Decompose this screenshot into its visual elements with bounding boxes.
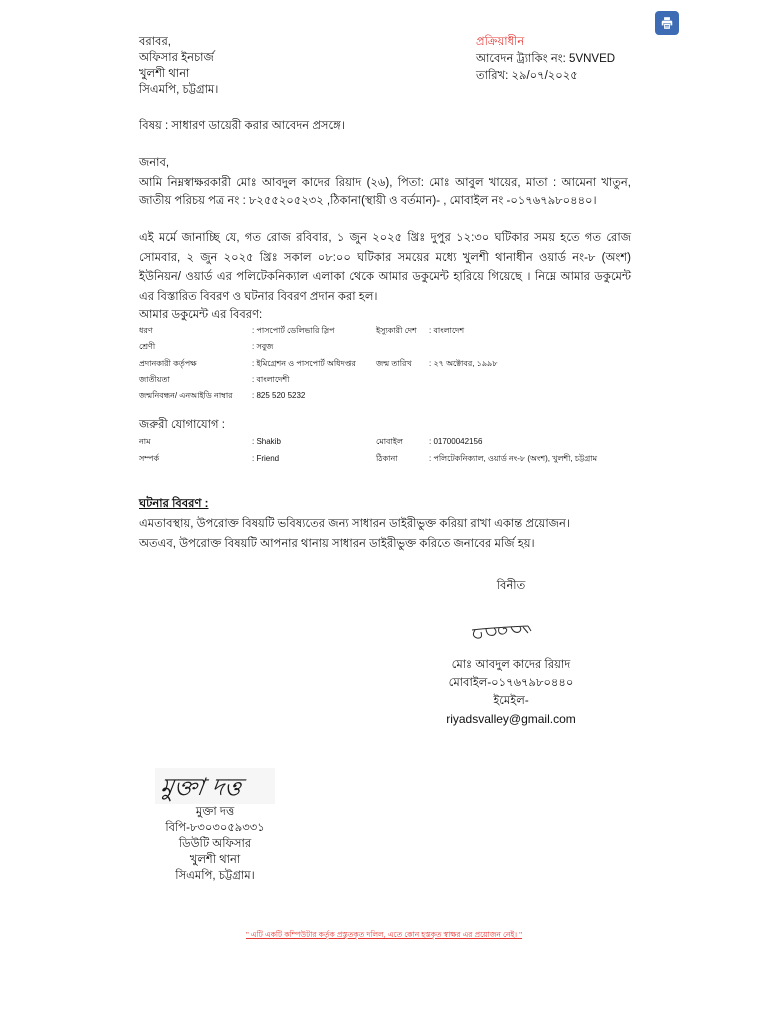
table-row <box>139 433 631 450</box>
field-value: : ইমিগ্রেশন ও পাসপোর্ট অধিদপ্তর <box>252 358 356 368</box>
applicant-email-label: ইমেইল- <box>493 695 529 708</box>
field-label: ঠিকানা <box>376 454 398 464</box>
table-row <box>139 323 631 339</box>
letter-header <box>139 34 631 98</box>
duty-officer-signature-text: মুক্তা দত্ত <box>158 773 244 802</box>
field-value: : বাংলাদেশী <box>252 374 290 384</box>
field-value: : পাসপোর্ট ডেলিভারি স্লিপ <box>252 326 335 335</box>
field-label: শ্রেণী <box>139 342 156 352</box>
letter-subject: বিষয় : সাধারণ ডায়েরী করার আবেদন প্রসঙ্গে। <box>139 120 345 132</box>
letter-salutation: জনাব, <box>139 157 170 169</box>
field-label: জাতীয়তা <box>139 374 170 384</box>
emergency-contact-table <box>139 433 631 467</box>
duty-officer-designation: ডিউটি অফিসার <box>178 838 252 851</box>
incident-details-line: অতএব, উপরোক্ত বিষয়টি আপনার থানায় সাধারন ডাইরীভুক্ত করিতে জনাবের মর্জি হয়। <box>139 538 535 551</box>
field-value: : সবুজ <box>252 342 274 352</box>
table-row <box>139 388 631 404</box>
field-label: ধরণ <box>139 326 153 335</box>
field-label: নাম <box>139 437 151 447</box>
duty-officer-unit: সিএমপি, চট্টগ্রাম। <box>175 870 255 883</box>
table-row <box>139 372 631 388</box>
print-button[interactable] <box>655 11 679 35</box>
applicant-email: riyadsvalley@gmail.com <box>446 712 576 727</box>
applicant-name: মোঃ আবদুল কাদের রিয়াদ <box>451 659 571 672</box>
emergency-contact-heading: জরুরী যোগাযোগ : <box>139 419 225 432</box>
field-label: ইস্যুকারী দেশ <box>376 326 417 335</box>
field-value: : ২৭ অক্টোবর, ১৯৯৮ <box>429 358 498 368</box>
recipient-line: সিএমপি, চট্টগ্রাম। <box>139 84 219 96</box>
field-value: : 01700042156 <box>429 437 483 447</box>
field-value: : বাংলাদেশ <box>429 326 465 335</box>
recipient-line: বরাবর, <box>139 36 171 48</box>
application-status-block <box>476 34 615 85</box>
applicant-signature-block <box>411 578 611 728</box>
incident-paragraph: এই মর্মে জানাচ্ছি যে, গত রোজ রবিবার, ১ জুন ২০২৫ খ্রিঃ দুপুর ১২:৩০ ঘটিকার সময় হতে গত রোজ সোমবার, ২ জুন ২০২৫ খ্রিঃ সকাল ০৮:০০ ঘটিকার সময়ের মধ্যে খুলশী থানাধীন ওয়ার্ড নং-৮ (অংশ) ইউনিয়ন/ ওয়ার্ড এর পলিটেকনিক্যাল এলাকা থেকে আমার ডকুমেন্ট হারিয়ে গিয়েছে । নিম্নে আমার ডকুমেন্ট এর বিস্তারিত বিবরণ ও ঘটনার বিবরণ প্রদান করা হল। <box>139 232 631 303</box>
field-label: জন্মনিবন্ধন/ এনআইডি নাম্বার <box>139 391 233 401</box>
document-details-table <box>139 323 631 404</box>
table-row <box>139 450 631 467</box>
application-date: তারিখ: ২৯/০৭/২০২৫ <box>476 70 578 82</box>
application-letter <box>139 34 631 940</box>
duty-officer-block <box>139 768 291 884</box>
field-value: : Shakib <box>252 437 281 447</box>
duty-officer-station: খুলশী থানা <box>189 854 241 867</box>
intro-paragraph: আমি নিম্নস্বাক্ষরকারী মোঃ আবদুল কাদের রিয়াদ (২৬), পিতা: মোঃ আবুল খায়ের, মাতা : আমেনা খাতুন, জাতীয় পরিচয় পত্র নং : ৮২৫৫২০৫২৩২ ,ঠিকানা(স্থায়ী ও বর্তমান)- , মোবাইল নং -০১৭৬৭৯৮০৪৪০। <box>139 177 631 207</box>
duty-officer-signature <box>155 768 275 804</box>
incident-details-heading: ঘটনার বিবরণ : <box>139 498 209 511</box>
duty-officer-name: মুক্তা দত্ত <box>195 806 235 819</box>
incident-details-line: এমতাবস্থায়, উপরোক্ত বিষয়টি ভবিষ্যতের জন্য সাধারন ডাইরীভুক্ত করিয়া রাখা একান্ত প্রয়োজন। <box>139 518 570 531</box>
field-label: সম্পর্ক <box>139 454 160 464</box>
applicant-mobile: মোবাইল-০১৭৬৭৯৮০৪৪০ <box>448 677 574 690</box>
field-value: : 825 520 5232 <box>252 391 306 401</box>
applicant-signature <box>466 607 556 647</box>
footer-note: '' এটি একটি কম্পিউটার কর্তৃক প্রস্তুতকৃত দলিল, এতে কোন হস্তকৃত স্বাক্ষর এর প্রয়োজন নেই। '' <box>245 930 523 940</box>
tracking-number: আবেদন ট্র্যাকিং নং: 5VNVED <box>476 53 616 65</box>
table-row <box>139 339 631 355</box>
duty-officer-bp-number: বিপি-৮৩০৩০৫৯৩৩১ <box>165 822 265 835</box>
recipient-line: অফিসার ইনচার্জ <box>139 52 214 64</box>
field-label: জন্ম তারিখ <box>376 358 412 368</box>
field-label: প্রদানকারী কর্তৃপক্ষ <box>139 358 197 368</box>
field-value: : Friend <box>252 454 280 464</box>
printer-icon <box>660 16 674 30</box>
closing-text: বিনীত <box>496 580 526 593</box>
document-details-heading: আমার ডকুমেন্ট এর বিবরণ: <box>139 309 263 321</box>
recipient-line: খুলশী থানা <box>139 68 190 80</box>
field-label: মোবাইল <box>376 437 403 447</box>
field-value: : পলিটেকনিক্যাল, ওয়ার্ড নং-৮ (অংশ), খুলশী, চট্টগ্রাম <box>429 454 598 464</box>
table-row <box>139 356 631 372</box>
status-badge: প্রক্রিয়াধীন <box>476 36 525 48</box>
